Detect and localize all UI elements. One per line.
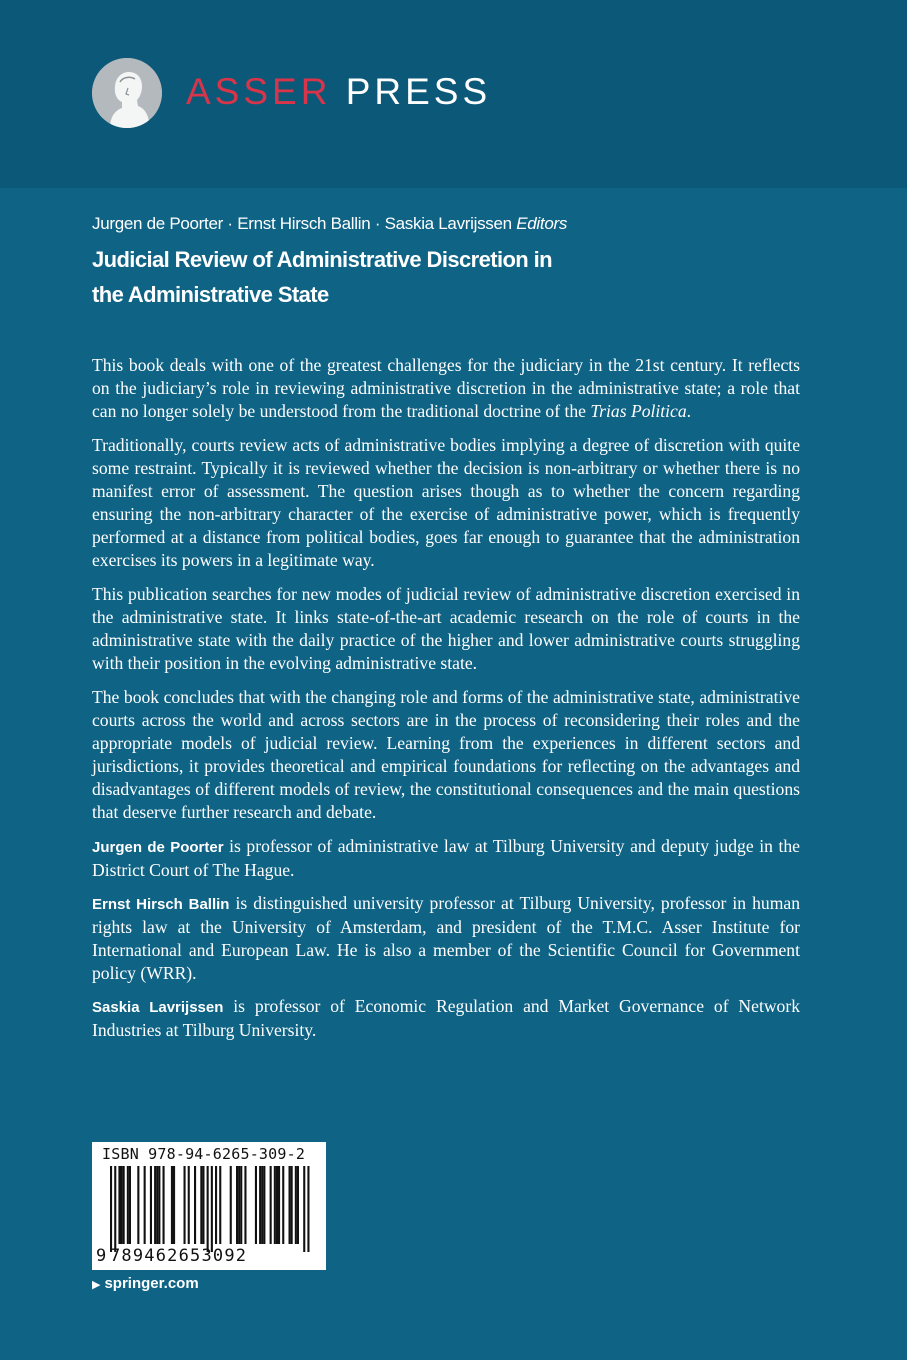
springer-url: springer.com [104, 1275, 199, 1292]
barcode-bar [295, 1166, 297, 1244]
editor-separator: · [370, 214, 385, 233]
barcode-bar [259, 1166, 261, 1244]
editor-name: Jurgen de Poorter [92, 214, 223, 233]
ean-digits [96, 1246, 248, 1266]
barcode-bar [282, 1166, 284, 1244]
barcode-bar [236, 1166, 238, 1244]
barcode-bar [238, 1166, 240, 1244]
isbn-barcode [92, 1142, 326, 1270]
barcode-bar [121, 1166, 123, 1244]
editor-name: Saskia Lavrijssen [384, 214, 512, 233]
blurb-paragraph-1: This book deals with one of the greatest challenges for the judiciary in the 21st century. It reflects on the judiciary’s role in reviewing administrative discretion in the administrative state; a role that can no longer solely be understood from the traditional doctrine of the Trias Politica. [92, 355, 800, 421]
barcode-bar [255, 1166, 257, 1244]
barcode-bar [184, 1166, 186, 1244]
editor-separator: · [222, 214, 238, 233]
barcode-bar [207, 1166, 209, 1252]
barcode-bar [129, 1166, 131, 1244]
barcode-bar [156, 1166, 158, 1244]
isbn-label: ISBN 978-94-6265-309-2 [102, 1145, 306, 1163]
barcode-bar [173, 1166, 175, 1244]
blurb-paragraph-4: The book concludes that with the changing role and forms of the administrative state, administrative courts across the world and across sectors are in the process of reconsidering their roles and the appropriate models of judicial review. Learning from the experiences in different sectors and jurisdictions, it provides theoretical and empirical foundations for reflecting on the advantages and disadvantages of different models of review, the constitutional consequences and the main questions that deserve further research and debate. [92, 687, 800, 822]
bio-de-poorter: Jurgen de Poorter is professor of administrative law at Tilburg University and deputy judge in the District Court of The Hague. [92, 836, 800, 880]
publisher-brand [186, 68, 491, 116]
bio-name: Saskia Lavrijssen [92, 999, 224, 1016]
bio-lavrijssen: Saskia Lavrijssen is professor of Economic Regulation and Market Governance of Network Industries at Tilburg University. [92, 996, 800, 1040]
barcode-bar [188, 1166, 190, 1244]
blurb-paragraph-2: Traditionally, courts review acts of administrative bodies implying a degree of discretion with quite some restraint. Typically it is reviewed whether the decision is non-arbitrary or whether there is no manifest error of assessment. The question arises though as to whether the concern regarding ensuring the non-arbitrary character of the exercise of administrative power, which is frequently performed at a distance from political bodies, goes far enough to guarantee that the administration exercises its powers in a legitimate way. [92, 435, 800, 570]
barcode-bar [230, 1166, 232, 1244]
barcode-bar [110, 1166, 112, 1252]
brand-press: PRESS [345, 71, 492, 112]
title-line-1: Judicial Review of Administrative Discretion in [92, 247, 553, 272]
editor-name: Ernst Hirsch Ballin [237, 214, 371, 233]
brand-asser: ASSER [186, 71, 332, 112]
springer-link[interactable] [92, 1275, 199, 1292]
barcode-bar [291, 1166, 293, 1244]
barcode-bar [274, 1166, 276, 1244]
barcode-bar [163, 1166, 165, 1244]
editors-role: Editors [516, 214, 568, 233]
barcode-bar [276, 1166, 278, 1244]
barcode-bar [215, 1166, 217, 1244]
barcode-bar [219, 1166, 221, 1244]
book-title [92, 242, 612, 312]
barcode-bar [263, 1166, 265, 1244]
barcode-bar [171, 1166, 173, 1244]
ean-main-digits: 789462653092 [110, 1246, 248, 1266]
barcode-bar [144, 1166, 146, 1244]
barcode-bar [194, 1166, 196, 1244]
title-line-2: the Administrative State [92, 282, 329, 307]
barcode-bar [123, 1166, 125, 1244]
barcode-bar [158, 1166, 160, 1244]
arrow-right-icon: ▶ [92, 1279, 101, 1291]
trias-politica-italic: Trias Politica [590, 401, 687, 421]
barcode-bar [307, 1166, 309, 1252]
barcode-bar [244, 1166, 246, 1244]
barcode-bar [154, 1166, 156, 1244]
barcode-bar [289, 1166, 291, 1244]
barcode-bar [127, 1166, 129, 1244]
barcode-bar [114, 1166, 116, 1252]
barcode-bar [118, 1166, 120, 1244]
barcode-bar [261, 1166, 263, 1244]
barcode-bar [137, 1166, 139, 1244]
portrait-bust-icon [92, 58, 162, 128]
barcode-bar [202, 1166, 204, 1244]
barcode-bar [297, 1166, 299, 1244]
editors-line [92, 214, 567, 234]
bio-hirsch-ballin: Ernst Hirsch Ballin is distinguished university professor at Tilburg University, professor in human rights law at the University of Amsterdam, and president of the T.M.C. Asser Institute for International and European Law. He is also a member of the Scientific Council for Government policy (WRR). [92, 893, 801, 983]
barcode-bar [278, 1166, 280, 1244]
barcode-bar [240, 1166, 242, 1244]
blurb-paragraph-3: This publication searches for new modes of judicial review of administrative discretion exercised in the administrative state. It links state-of-the-art academic research on the role of courts in the administrative state with the daily practice of the higher and lower administrative courts struggling with their position in the evolving administrative state. [92, 584, 800, 673]
back-cover-text [92, 354, 800, 1052]
barcode-bar [200, 1166, 202, 1244]
barcode-bar [303, 1166, 305, 1252]
ean-first-digit: 9 [96, 1246, 107, 1266]
bio-name: Ernst Hirsch Ballin [92, 896, 230, 913]
barcode-bar [270, 1166, 272, 1244]
barcode-bar [211, 1166, 213, 1252]
barcode-bar [150, 1166, 152, 1244]
bio-name: Jurgen de Poorter [92, 839, 224, 856]
